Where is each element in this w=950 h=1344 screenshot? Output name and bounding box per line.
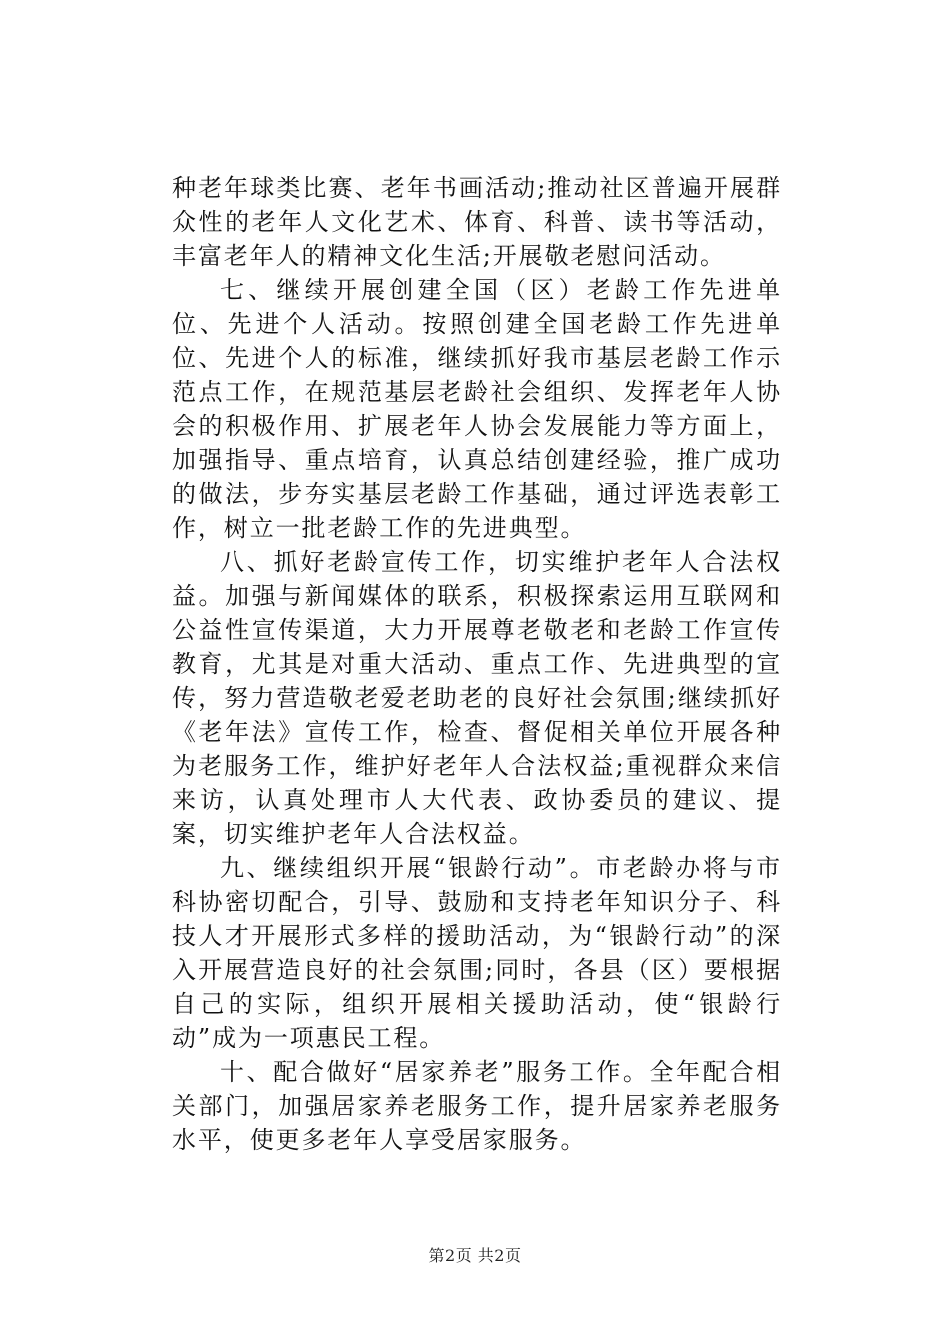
- paragraph-ten: 十、配合做好“居家养老”服务工作。全年配合相关部门，加强居家养老服务工作，提升居家养老服务水平，使更多老年人享受居家服务。: [172, 1058, 782, 1154]
- paragraph-nine: 九、继续组织开展“银龄行动”。市老龄办将与市科协密切配合，引导、鼓励和支持老年知识分子、科技人才开展形式多样的援助活动，为“银龄行动”的深入开展营造良好的社会氛围;同时，各县（区）要根据自己的实际，组织开展相关援助活动，使“银龄行动”成为一项惠民工程。: [172, 854, 782, 1052]
- page-footer: 第2页 共2页: [428, 1246, 522, 1265]
- paragraph-eight: 八、抓好老龄宣传工作，切实维护老年人合法权益。加强与新闻媒体的联系，积极探索运用互联网和公益性宣传渠道，大力开展尊老敬老和老龄工作宣传教育，尤其是对重大活动、重点工作、先进典型的宣传，努力营造敬老爱老助老的良好社会氛围;继续抓好《老年法》宣传工作，检查、督促相关单位开展各种为老服务工作，维护好老年人合法权益;重视群众来信来访，认真处理市人大代表、政协委员的建议、提案，切实维护老年人合法权益。: [172, 548, 782, 848]
- paragraph-continuation: 种老年球类比赛、老年书画活动;推动社区普遍开展群众性的老年人文化艺术、体育、科普、读书等活动，丰富老年人的精神文化生活;开展敬老慰问活动。: [172, 174, 782, 270]
- paragraph-seven: 七、继续开展创建全国（区）老龄工作先进单位、先进个人活动。按照创建全国老龄工作先进单位、先进个人的标准，继续抓好我市基层老龄工作示范点工作，在规范基层老龄社会组织、发挥老年人协会的积极作用、扩展老年人协会发展能力等方面上，加强指导、重点培育，认真总结创建经验，推广成功的做法，步夯实基层老龄工作基础，通过评选表彰工作，树立一批老龄工作的先进典型。: [172, 276, 782, 542]
- document-body: [172, 171, 782, 1157]
